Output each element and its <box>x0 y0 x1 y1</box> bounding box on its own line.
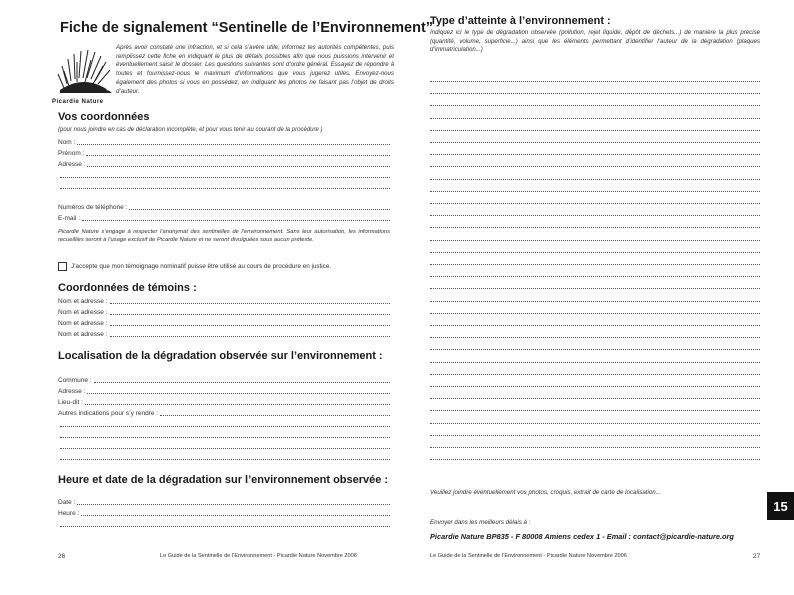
writing-line[interactable] <box>430 312 760 314</box>
firstname-label: Prénom : <box>58 150 85 157</box>
writing-line[interactable] <box>430 80 760 82</box>
chapter-tab: 15 <box>767 492 794 520</box>
footer-right: Le Guide de la Sentinelle de l’Environnement - Picardie Nature Novembre 2006 <box>430 553 627 559</box>
address-label: Adresse : <box>58 161 86 168</box>
writing-line[interactable] <box>430 422 760 424</box>
location-address-field[interactable]: Adresse : <box>58 386 390 395</box>
writing-line[interactable] <box>430 361 760 363</box>
page-number-right: 27 <box>753 553 761 560</box>
firstname-field[interactable] <box>58 148 390 157</box>
time-field[interactable]: Heure : <box>58 508 390 517</box>
witness-field[interactable]: Nom et adresse : <box>58 318 390 327</box>
writing-line[interactable] <box>430 287 760 289</box>
writing-line[interactable] <box>430 300 760 302</box>
writing-line[interactable] <box>430 263 760 265</box>
writing-line[interactable] <box>430 251 760 253</box>
coords-heading: Vos coordonnées <box>58 111 150 123</box>
witness-field[interactable]: Nom et adresse : <box>58 329 390 338</box>
location-heading: Localisation de la dégradation observée sur l’environnement : <box>58 350 383 362</box>
privacy-text: Picardie Nature s’engage à respecter l’anonymat des sentinelles de l’environnement. Sans leur autorisation, les informations recueillies seront à l’usage exclusif de Picardie Nature et ne seront divulguées sous aucun prétexte. <box>58 229 390 243</box>
right-page <box>397 0 794 595</box>
directions-field[interactable]: Autres indications pour s’y rendre : <box>58 408 390 417</box>
consent-checkbox[interactable] <box>58 262 67 271</box>
attachments-note: Veuillez joindre éventuellement vos photos, croquis, extrait de carte de localisation... <box>430 489 661 496</box>
writing-line[interactable] <box>430 324 760 326</box>
writing-line[interactable] <box>430 178 760 180</box>
writing-line[interactable] <box>430 190 760 192</box>
writing-line[interactable] <box>430 275 760 277</box>
writing-line[interactable] <box>430 409 760 411</box>
coords-subtitle: (pour nous joindre en cas de déclaration incomplète, et pour vous tenir au courant de la procédure ) <box>58 127 323 133</box>
name-field[interactable] <box>58 137 390 146</box>
writing-line[interactable] <box>430 446 760 448</box>
writing-line[interactable] <box>430 129 760 131</box>
directions-line[interactable] <box>58 419 390 428</box>
writing-line[interactable] <box>430 202 760 204</box>
email-label: E-mail : <box>58 215 81 222</box>
intro-text: Après avoir constaté une infraction, et si cela s’avère utile, informez les autorités compétentes, puis remplissez cette fiche en indiquant le plus de détails possibles afin que nous puissions intervenir et éventuellement saisir le dossier. Les questions suivantes sont d’ordre général. Essayez de répondre à toutes et fournissez-nous le maximum d’informations que vous jugerez utiles. Envoyez-nous également des photos si vous en possédez, en indiquant les photos ne faisant pas l’objet de droits d’auteur. <box>116 44 394 95</box>
writing-line[interactable] <box>430 104 760 106</box>
address-field[interactable] <box>58 159 390 168</box>
hedgehog-logo-icon <box>54 44 116 100</box>
name-label: Nom : <box>58 139 76 146</box>
writing-line[interactable] <box>430 239 760 241</box>
writing-line[interactable] <box>430 214 760 216</box>
logo-text: Picardie Nature <box>52 99 104 105</box>
writing-line[interactable] <box>430 397 760 399</box>
writing-line[interactable] <box>430 385 760 387</box>
phone-field[interactable] <box>58 202 390 211</box>
datetime-line[interactable] <box>58 519 390 528</box>
send-label: Envoyer dans les meilleurs délais à : <box>430 519 531 526</box>
writing-line[interactable] <box>430 458 760 460</box>
writing-line[interactable] <box>430 117 760 119</box>
footer-left: Le Guide de la Sentinelle de l’Environnement - Picardie Nature Novembre 2006 <box>160 553 357 559</box>
writing-line[interactable] <box>430 165 760 167</box>
writing-line[interactable] <box>430 141 760 143</box>
writing-line[interactable] <box>430 373 760 375</box>
locality-field[interactable]: Lieu-dit : <box>58 397 390 406</box>
writing-line[interactable] <box>430 226 760 228</box>
phone-label: Numéros de téléphone : <box>58 204 128 211</box>
directions-line[interactable] <box>58 441 390 450</box>
consent-label: J’accepte que mon témoignage nominatif puisse être utilisé au cours de procédure en justice. <box>71 263 332 270</box>
town-field[interactable]: Commune : <box>58 375 390 384</box>
damage-type-instructions: Indiquez ici le type de dégradation observée (pollution, rejet liquide, dépôt de déchets...) de manière la plus précise (quantité, volume, superficie...) ainsi que les éléments permettant d’identifier l’auteur de la dégradation (plaques d’immatriculation...) <box>430 29 760 53</box>
directions-line[interactable] <box>58 430 390 439</box>
writing-line[interactable] <box>430 153 760 155</box>
writing-line[interactable] <box>430 434 760 436</box>
email-field[interactable] <box>58 213 390 222</box>
witness-field[interactable]: Nom et adresse : <box>58 296 390 305</box>
writing-line[interactable] <box>430 348 760 350</box>
writing-line[interactable] <box>430 92 760 94</box>
writing-line[interactable] <box>430 336 760 338</box>
postal-address: Picardie Nature BP835 - F 80008 Amiens cedex 1 - Email : contact@picardie-nature.org <box>430 532 734 541</box>
datetime-heading: Heure et date de la dégradation sur l’environnement observée : <box>58 474 389 486</box>
damage-type-heading: Type d’atteinte à l’environnement : <box>430 15 611 27</box>
page-number-left: 26 <box>58 553 66 560</box>
address-line-3[interactable] <box>58 181 390 190</box>
witness-field[interactable]: Nom et adresse : <box>58 307 390 316</box>
form-title: Fiche de signalement “Sentinelle de l’Environnement” <box>60 20 434 36</box>
directions-line[interactable] <box>58 452 390 461</box>
consent-row[interactable] <box>58 262 390 271</box>
witnesses-heading: Coordonnées de témoins : <box>58 282 197 294</box>
address-line-2[interactable] <box>58 170 390 179</box>
date-field[interactable]: Date : <box>58 497 390 506</box>
